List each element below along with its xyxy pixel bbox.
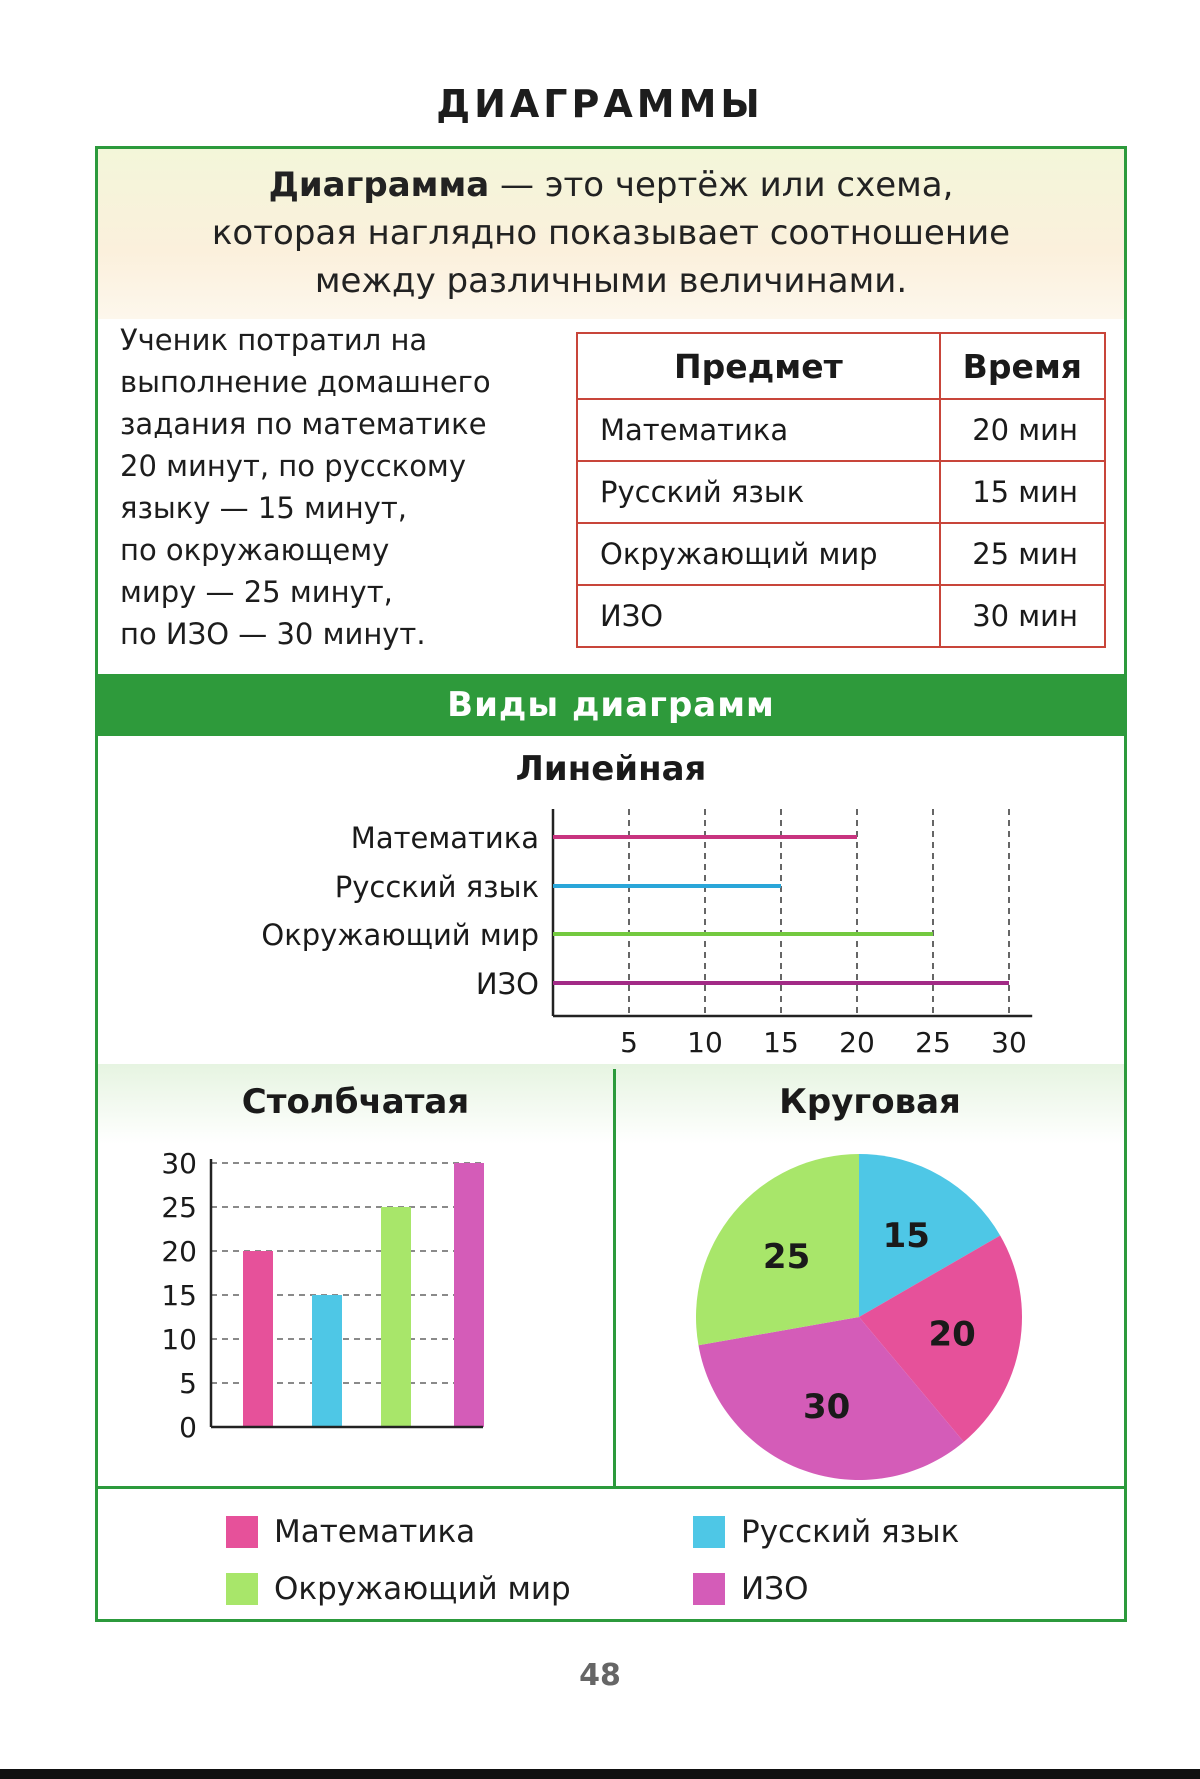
homework-time-table <box>576 332 1106 648</box>
header-time: Время <box>940 333 1105 399</box>
cell-subject: Окружающий мир <box>577 523 940 585</box>
bar-chart <box>98 1139 613 1484</box>
table-row <box>577 585 1105 647</box>
definition-line-2: которая наглядно показывает соотношение <box>211 213 1011 253</box>
table-row <box>577 461 1105 523</box>
intro-line: задания по математике <box>120 407 487 441</box>
x-tick-label: 10 <box>687 1026 723 1059</box>
category-label: Русский язык <box>334 870 539 904</box>
scan-bottom-edge <box>0 1769 1200 1779</box>
x-tick-label: 30 <box>991 1026 1027 1059</box>
line-chart-title: Линейная <box>515 749 707 789</box>
cell-time: 30 мин <box>940 585 1105 647</box>
charts-divider-vertical <box>613 1069 616 1487</box>
header-subject: Предмет <box>577 333 940 399</box>
table-header-row <box>577 333 1105 399</box>
legend-swatch <box>693 1516 725 1548</box>
x-tick-label: 25 <box>915 1026 951 1059</box>
category-label: Окружающий мир <box>261 918 539 952</box>
cell-subject: Математика <box>577 399 940 461</box>
definition-term: Диаграмма <box>268 165 490 205</box>
definition-text <box>98 161 1124 305</box>
cell-subject: ИЗО <box>577 585 940 647</box>
category-label: Математика <box>350 821 539 855</box>
intro-line: 20 минут, по русскому <box>120 449 466 483</box>
intro-line: Ученик потратил на <box>120 323 428 357</box>
definition-line-3: между различными величинами. <box>314 261 908 301</box>
bar <box>454 1163 484 1427</box>
y-tick-label: 30 <box>161 1147 197 1180</box>
intro-line: по окружающему <box>120 533 390 567</box>
y-tick-label: 5 <box>179 1367 197 1400</box>
legend-swatch <box>693 1573 725 1605</box>
cell-subject: Русский язык <box>577 461 940 523</box>
intro-paragraph <box>120 319 540 655</box>
bar <box>312 1295 342 1427</box>
pie-value-label: 15 <box>882 1216 930 1257</box>
cell-time: 15 мин <box>940 461 1105 523</box>
pie-value-label: 30 <box>803 1386 851 1427</box>
category-label: ИЗО <box>475 967 539 1001</box>
legend-item-art <box>693 1571 808 1607</box>
legend-item-russian <box>693 1514 959 1550</box>
pie-value-label: 25 <box>762 1237 811 1278</box>
pie-chart-title: Круговая <box>779 1082 961 1122</box>
intro-line: миру — 25 минут, <box>120 575 393 609</box>
intro-line: выполнение домашнего <box>120 365 491 399</box>
legend-swatch <box>226 1573 258 1605</box>
line-chart <box>98 799 1124 1064</box>
intro-line: по ИЗО — 30 минут. <box>120 617 426 651</box>
definition-line-1: — это чертёж или схема, <box>489 165 954 205</box>
bar <box>381 1207 411 1427</box>
legend-label: ИЗО <box>741 1571 809 1607</box>
y-tick-label: 15 <box>161 1279 197 1312</box>
y-tick-label: 0 <box>179 1411 197 1444</box>
pie-chart <box>616 1139 1124 1484</box>
legend-label: Математика <box>274 1514 476 1550</box>
page-number: 48 <box>579 1658 621 1693</box>
table-row <box>577 399 1105 461</box>
page-title: ДИАГРАММЫ <box>436 82 764 126</box>
y-tick-label: 20 <box>161 1235 197 1268</box>
legend-item-world <box>226 1571 571 1607</box>
bar-chart-title: Столбчатая <box>241 1082 470 1122</box>
cell-time: 25 мин <box>940 523 1105 585</box>
legend-swatch <box>226 1516 258 1548</box>
y-tick-label: 10 <box>161 1323 197 1356</box>
legend-item-math <box>226 1514 475 1550</box>
table-row <box>577 523 1105 585</box>
legend-divider <box>98 1486 1124 1489</box>
legend-label: Русский язык <box>741 1514 960 1550</box>
legend-label: Окружающий мир <box>274 1571 571 1607</box>
x-tick-label: 5 <box>620 1026 638 1059</box>
x-tick-label: 15 <box>763 1026 799 1059</box>
y-tick-label: 25 <box>161 1191 197 1224</box>
section-title-band: Виды диаграмм <box>98 674 1124 736</box>
cell-time: 20 мин <box>940 399 1105 461</box>
x-tick-label: 20 <box>839 1026 875 1059</box>
pie-value-label: 20 <box>928 1314 976 1355</box>
content-frame <box>95 146 1127 1622</box>
bar <box>243 1251 273 1427</box>
definition-box <box>98 149 1124 319</box>
intro-line: языку — 15 минут, <box>120 491 407 525</box>
